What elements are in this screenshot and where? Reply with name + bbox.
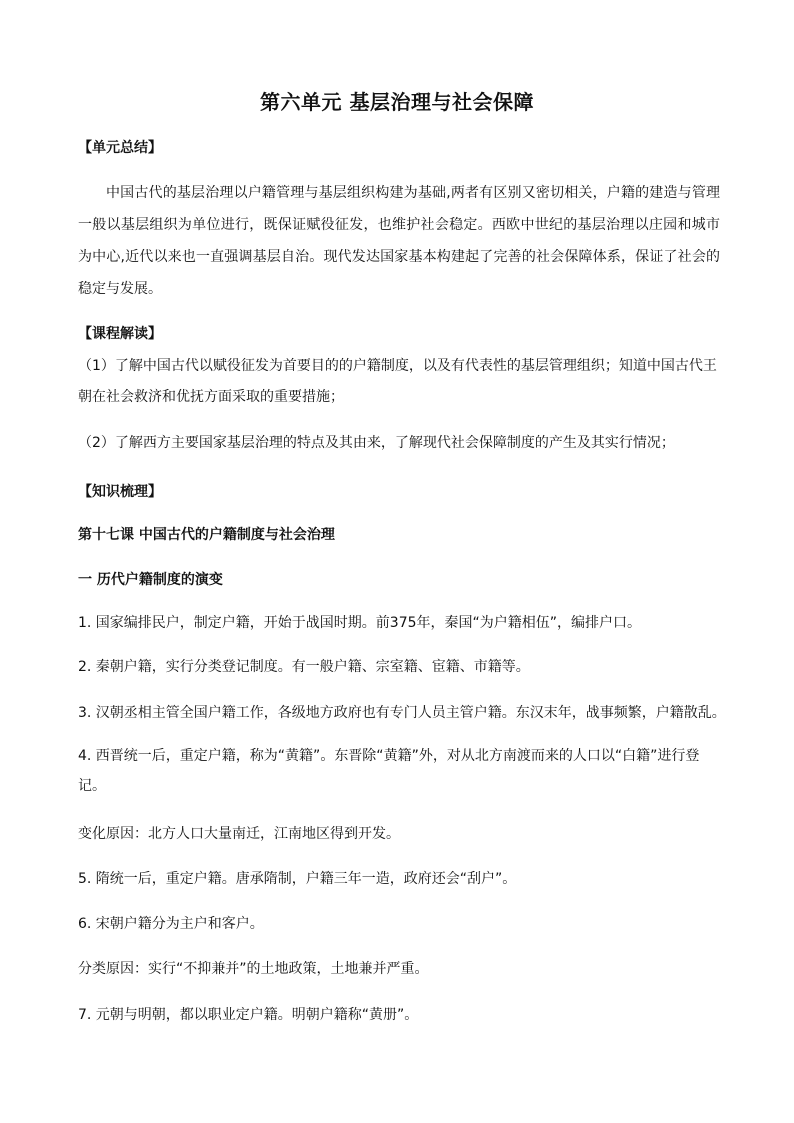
page-title: 第六单元 基层治理与社会保障: [260, 90, 534, 114]
knowledge-point-7: 7. 元朝与明朝，都以职业定户籍。明朝户籍称“黄册”。: [78, 1007, 419, 1023]
knowledge-heading: 【知识梳理】: [78, 484, 162, 500]
course-reading-heading: 【课程解读】: [78, 326, 162, 342]
course-reading-item-1: （1）了解中国古代以赋役征发为首要目的的户籍制度，以及有代表性的基层管理组织；知道中国古代王朝在社会救济和优抚方面采取的重要措施；: [78, 358, 717, 405]
unit-summary-heading: 【单元总结】: [78, 140, 162, 156]
knowledge-point-4: 4. 西晋统一后，重定户籍，称为“黄籍”。东晋除“黄籍”外，对从北方南渡而来的人口以“白籍”进行登记。: [78, 748, 700, 794]
knowledge-point-6: 6. 宋朝户籍分为主户和客户。: [78, 916, 264, 932]
lesson-title: 第十七课 中国古代的户籍制度与社会治理: [78, 527, 335, 543]
knowledge-point-3: 3. 汉朝丞相主管全国户籍工作，各级地方政府也有专门人员主管户籍。东汉末年，战事频繁，户籍散乱。: [78, 705, 726, 721]
knowledge-point-6-reason: 分类原因：实行“不抑兼并”的土地政策，土地兼并严重。: [78, 961, 429, 977]
knowledge-point-1: 1. 国家编排民户，制定户籍，开始于战国时期。前375年，秦国“为户籍相伍”，编排户口。: [78, 615, 642, 631]
knowledge-point-2: 2. 秦朝户籍，实行分类登记制度。有一般户籍、宗室籍、宦籍、市籍等。: [78, 659, 530, 675]
section-title: 一 历代户籍制度的演变: [78, 572, 223, 588]
knowledge-point-5: 5. 隋统一后，重定户籍。唐承隋制，户籍三年一造，政府还会“刮户”。: [78, 871, 517, 887]
course-reading-item-2: （2）了解西方主要国家基层治理的特点及其由来，了解现代社会保障制度的产生及其实行情况；: [78, 435, 675, 451]
knowledge-point-4-reason: 变化原因：北方人口大量南迁，江南地区得到开发。: [78, 826, 400, 842]
unit-summary-text: 中国古代的基层治理以户籍管理与基层组织构建为基础,两者有区别又密切相关，户籍的建造与管理一般以基层组织为单位进行，既保证赋役征发，也维护社会稳定。西欧中世纪的基层治理以庄园和城市为中心,近代以来也一直强调基层自治。现代发达国家基本构建起了完善的社会保障体系，保证了社会的稳定与发展。: [78, 185, 720, 297]
